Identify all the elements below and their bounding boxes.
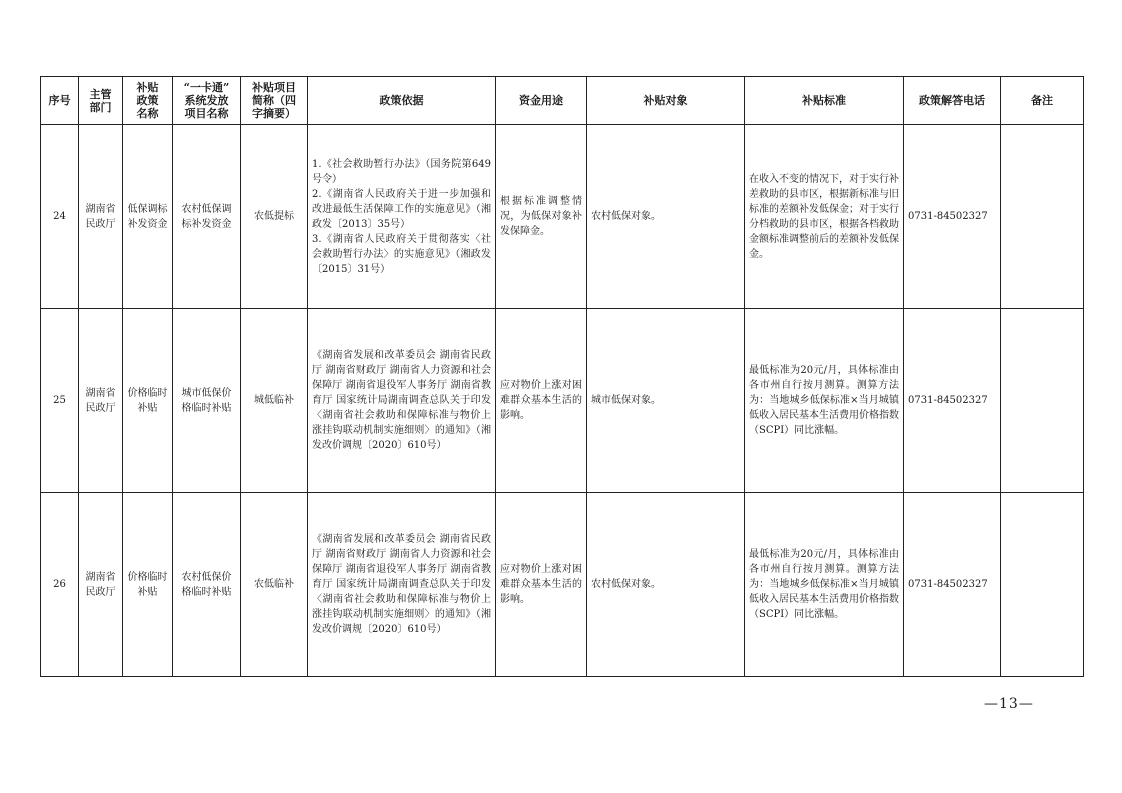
cell-policy-name: 价格临时补贴 bbox=[123, 493, 173, 677]
header-phone: 政策解答电话 bbox=[904, 77, 1001, 125]
cell-standard: 在收入不变的情况下，对于实行补差救助的县市区，根据新标准与旧标准的差额补发低保金；对于实行分档救助的县市区，根据各档救助金额标准调整前后的差额补发低保金。 bbox=[745, 125, 904, 309]
header-remark: 备注 bbox=[1001, 77, 1084, 125]
cell-dept: 湖南省民政厅 bbox=[79, 493, 123, 677]
cell-seq: 24 bbox=[41, 125, 79, 309]
cell-phone: 0731-84502327 bbox=[904, 493, 1001, 677]
cell-remark bbox=[1001, 493, 1084, 677]
header-policy-name: 补贴 政策 名称 bbox=[123, 77, 173, 125]
cell-usage: 应对物价上涨对困难群众基本生活的影响。 bbox=[496, 309, 587, 493]
cell-usage: 应对物价上涨对困难群众基本生活的影响。 bbox=[496, 493, 587, 677]
header-dept: 主管 部门 bbox=[79, 77, 123, 125]
table-row bbox=[41, 309, 1084, 493]
cell-standard: 最低标准为20元/月，具体标准由各市州自行按月测算。测算方法为：当地城乡低保标准×当月城镇低收入居民基本生活费用价格指数（SCPI）同比涨幅。 bbox=[745, 309, 904, 493]
table-row bbox=[41, 125, 1084, 309]
cell-standard: 最低标准为20元/月，具体标准由各市州自行按月测算。测算方法为：当地城乡低保标准×当月城镇低收入居民基本生活费用价格指数（SCPI）同比涨幅。 bbox=[745, 493, 904, 677]
header-usage: 资金用途 bbox=[496, 77, 587, 125]
header-basis: 政策依据 bbox=[308, 77, 496, 125]
cell-basis bbox=[308, 125, 496, 309]
cell-seq: 25 bbox=[41, 309, 79, 493]
cell-card-name: 城市低保价格临时补贴 bbox=[173, 309, 241, 493]
cell-policy-name: 价格临时补贴 bbox=[123, 309, 173, 493]
cell-basis bbox=[308, 309, 496, 493]
header-standard: 补贴标准 bbox=[745, 77, 904, 125]
cell-dept: 湖南省民政厅 bbox=[79, 309, 123, 493]
basis-line: 3.《湖南省人民政府关于贯彻落实〈社会救助暂行办法〉的实施意见》（湘政发〔2015〕31号） bbox=[312, 233, 491, 275]
cell-short-name: 农低临补 bbox=[241, 493, 308, 677]
cell-remark bbox=[1001, 309, 1084, 493]
cell-phone: 0731-84502327 bbox=[904, 125, 1001, 309]
cell-seq: 26 bbox=[41, 493, 79, 677]
cell-short-name: 城低临补 bbox=[241, 309, 308, 493]
cell-target: 农村低保对象。 bbox=[587, 493, 745, 677]
page-number: —13— bbox=[984, 696, 1034, 712]
header-target: 补贴对象 bbox=[587, 77, 745, 125]
cell-usage: 根据标准调整情况，为低保对象补发保障金。 bbox=[496, 125, 587, 309]
cell-remark bbox=[1001, 125, 1084, 309]
cell-target: 城市低保对象。 bbox=[587, 309, 745, 493]
basis-line: 《湖南省发展和改革委员会 湖南省民政厅 湖南省财政厅 湖南省人力资源和社会保障厅 湖南省退役军人事务厅 湖南省教育厅 国家统计局湖南调查总队关于印发〈湖南省社会救助和保障标准与物价上涨挂钩联动机制实施细则〉的通知》（湘发改价调规〔2020〕610号） bbox=[312, 534, 491, 635]
header-seq: 序号 bbox=[41, 77, 79, 125]
table-header-row bbox=[41, 77, 1084, 125]
cell-phone: 0731-84502327 bbox=[904, 309, 1001, 493]
cell-card-name: 农村低保价格临时补贴 bbox=[173, 493, 241, 677]
table-row bbox=[41, 493, 1084, 677]
cell-basis bbox=[308, 493, 496, 677]
header-card-name: “一卡通” 系统发放 项目名称 bbox=[173, 77, 241, 125]
cell-card-name: 农村低保调标补发资金 bbox=[173, 125, 241, 309]
header-short-name: 补贴项目 简称（四 字摘要） bbox=[241, 77, 308, 125]
cell-dept: 湖南省民政厅 bbox=[79, 125, 123, 309]
cell-short-name: 农低提标 bbox=[241, 125, 308, 309]
basis-line: 2.《湖南省人民政府关于进一步加强和改进最低生活保障工作的实施意见》（湘政发〔2013〕35号） bbox=[312, 188, 491, 230]
basis-line: 1.《社会救助暂行办法》（国务院第649号令） bbox=[312, 158, 491, 185]
basis-line: 《湖南省发展和改革委员会 湖南省民政厅 湖南省财政厅 湖南省人力资源和社会保障厅 湖南省退役军人事务厅 湖南省教育厅 国家统计局湖南调查总队关于印发〈湖南省社会救助和保障标准与物价上涨挂钩联动机制实施细则〉的通知》（湘发改价调规〔2020〕610号） bbox=[312, 350, 491, 451]
cell-policy-name: 低保调标补发资金 bbox=[123, 125, 173, 309]
subsidy-policy-table bbox=[40, 76, 1084, 677]
cell-target: 农村低保对象。 bbox=[587, 125, 745, 309]
